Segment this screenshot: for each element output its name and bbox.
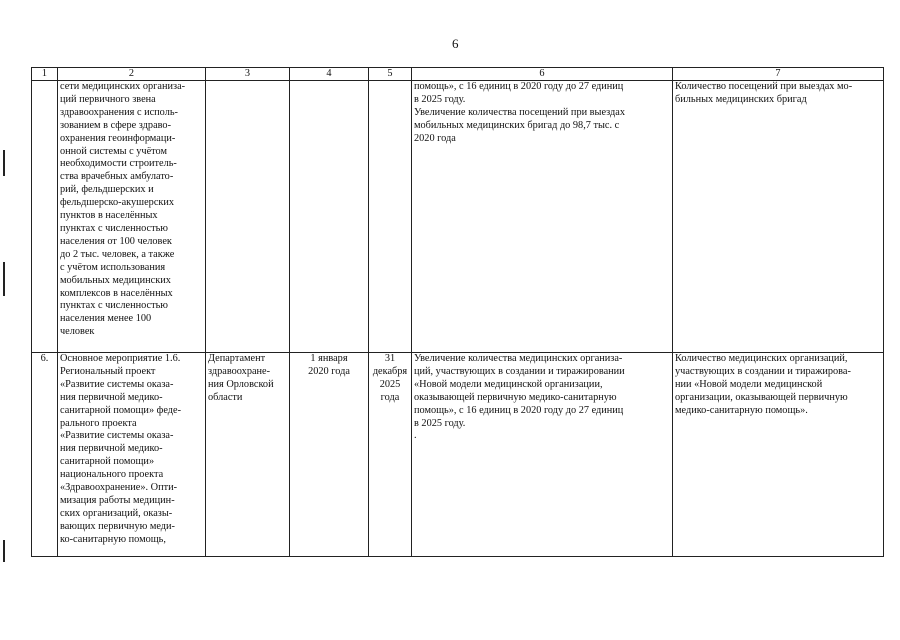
table-row bbox=[32, 353, 884, 557]
executor-cell: Департамент здравоохране- ния Орловской области bbox=[206, 353, 290, 557]
header-cell: 6 bbox=[412, 68, 673, 81]
row-number-cell bbox=[32, 81, 58, 353]
measure-name-cell: сети медицинских организа- ций первичного звена здравоохранения с исполь- зованием в сфере здраво- охранения геоинформаци- онной системы с учётом необходимости строитель- ства врачебных амбулато- рий, фельдшерских и фельдшерско-акушерских пунктов в населённых пунктах с численностью населения от 100 человек до 2 тыс. человек, а также с учётом использования мобильных медицинских комплексов в населённых пунктах с численностью населения менее 100 человек bbox=[58, 81, 206, 353]
end-date-cell: 31 декабря 2025 года bbox=[369, 353, 412, 557]
expected-result-cell: Увеличение количества медицинских организа- ций, участвующих в создании и тиражировании «Новой модели медицинской организации, оказывающей первичную медико-санитарную помощь», с 16 единиц в 2020 году до 27 единиц в 2025 году. . bbox=[412, 353, 673, 557]
header-cell: 5 bbox=[369, 68, 412, 81]
indicator-cell: Количество медицинских организаций, участвующих в создании и тиражирова- нии «Новой модели медицинской организации, оказывающей первичную медико-санитарную помощь». bbox=[673, 353, 884, 557]
executor-cell bbox=[206, 81, 290, 353]
header-cell: 7 bbox=[673, 68, 884, 81]
start-date-cell bbox=[290, 81, 369, 353]
scan-edge-mark bbox=[3, 540, 5, 562]
expected-result-cell: помощь», с 16 единиц в 2020 году до 27 единиц в 2025 году. Увеличение количества посещений при выездах мобильных медицинских бригад до 98,7 тыс. с 2020 года bbox=[412, 81, 673, 353]
end-date-cell bbox=[369, 81, 412, 353]
page-number: 6 bbox=[452, 36, 459, 51]
start-date-cell: 1 января 2020 года bbox=[290, 353, 369, 557]
indicator-cell: Количество посещений при выездах мо- бильных медицинских бригад bbox=[673, 81, 884, 353]
header-cell: 4 bbox=[290, 68, 369, 81]
table-row bbox=[32, 81, 884, 353]
row-number-cell: 6. bbox=[32, 353, 58, 557]
header-row bbox=[32, 68, 884, 81]
scan-edge-mark bbox=[3, 150, 5, 176]
measure-name-cell: Основное мероприятие 1.6. Региональный проект «Развитие системы оказа- ния первичной медико- санитарной помощи» феде- рального проекта «Развитие системы оказа- ния первичной медико- санитарной помощи» национального проекта «Здравоохранение». Опти- мизация работы медицин- ских организаций, оказы- вающих первичную меди- ко-санитарную помощь, bbox=[58, 353, 206, 557]
header-cell: 3 bbox=[206, 68, 290, 81]
header-cell: 1 bbox=[32, 68, 58, 81]
scan-edge-mark bbox=[3, 262, 5, 296]
header-cell: 2 bbox=[58, 68, 206, 81]
measures-table bbox=[31, 67, 884, 557]
